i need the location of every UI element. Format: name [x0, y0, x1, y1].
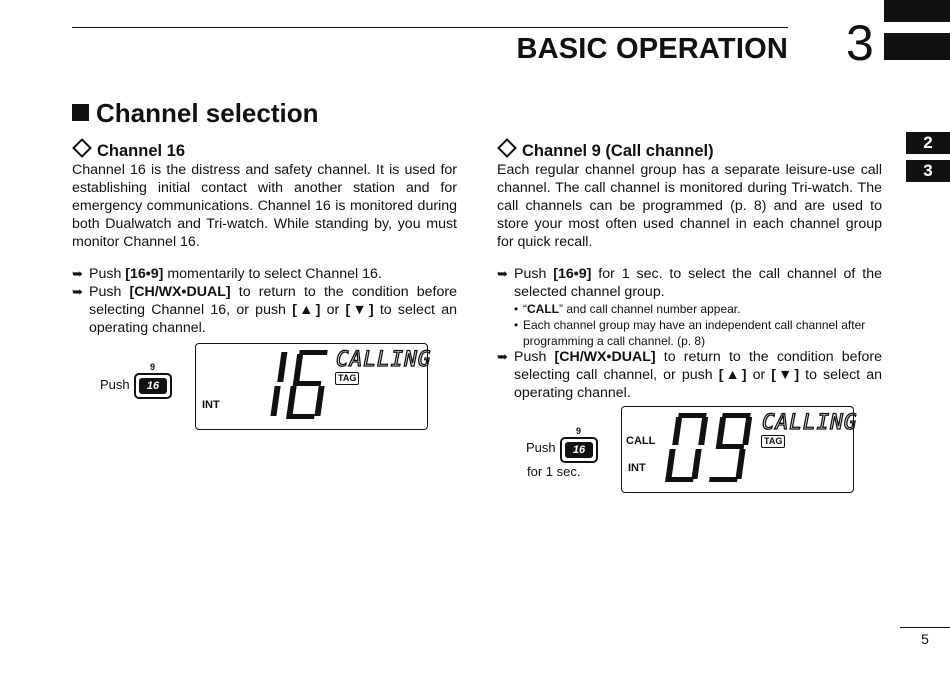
lcd-display-ch16 [195, 343, 432, 430]
channel-16-paragraph: Channel 16 is the distress and safety channel. It is used for establishing initial contact with another station and for emergency communications. Channel 16 is monitored during both Dualwatch and Tri-watch. While standing by, you must monitor Channel 16. [72, 162, 457, 250]
chapter-bar-top [884, 0, 950, 22]
lcd-int-indicator: INT [202, 399, 220, 411]
lcd-channel-digits [667, 411, 757, 486]
lcd-display-ch09 [621, 406, 858, 493]
diamond-icon [497, 138, 517, 158]
arrow-icon: ➥ [72, 266, 83, 281]
channel-9-step-2: ➥ Push [CH/WX•DUAL] to return to the condition before selecting call channel, or push [▲] or [▼] to select an operating channel. [497, 349, 883, 401]
channel-9-heading: Channel 9 (Call channel) [497, 141, 714, 161]
section-title: Channel selection [72, 98, 319, 129]
channel-9-note-1: • “CALL” and call channel number appear. [514, 302, 741, 316]
channel-9-paragraph: Each regular channel group has a separate leisure-use call channel. The call channel is monitored during Tri-watch. The call channels can be programmed (p. 8) and are used to store your most often used channel in each channel group for quick recall. [497, 162, 882, 250]
key-secondary-label: 9 [576, 426, 582, 436]
lcd-channel-digits [266, 348, 336, 423]
key-secondary-label: 9 [150, 362, 156, 372]
chapter-bar-bottom [884, 33, 950, 60]
diamond-icon [72, 138, 92, 158]
footer-rule [900, 627, 950, 628]
channel-16-heading: Channel 16 [72, 141, 185, 161]
lcd-int-indicator: INT [628, 462, 646, 474]
lcd-tag-indicator: TAG [761, 435, 785, 448]
header-rule [72, 27, 788, 28]
chapter-title: BASIC OPERATION [516, 33, 788, 65]
channel-16-key[interactable] [560, 437, 598, 463]
arrow-icon: ➥ [72, 284, 83, 299]
key-face: 16 [139, 378, 167, 394]
hold-duration-label: for 1 sec. [527, 464, 581, 479]
channel-9-note-2: • Each channel group may have an independent call channel after programming a call channel. (p. 8) [514, 318, 866, 348]
channel-16-step-1: ➥ Push [16•9] momentarily to select Channel 16. [72, 266, 382, 282]
page-number: 5 [921, 631, 929, 647]
key-face: 16 [565, 442, 593, 458]
lcd-call-indicator: CALL [626, 435, 656, 447]
lcd-tag-indicator: TAG [335, 372, 359, 385]
chapter-tab-3[interactable]: 3 [906, 160, 950, 182]
push-label: Push [100, 377, 130, 392]
channel-9-step-1: ➥ Push [16•9] for 1 sec. to select the call channel of the selected channel group. [497, 266, 883, 300]
square-bullet-icon [72, 104, 89, 121]
push-label: Push [526, 440, 556, 455]
svg-text:CALLING: CALLING [762, 410, 858, 434]
arrow-icon: ➥ [497, 266, 508, 281]
svg-text:CALLING: CALLING [336, 347, 432, 371]
lcd-calling-text-icon [762, 410, 858, 434]
chapter-number: 3 [846, 15, 874, 71]
chapter-tab-2[interactable]: 2 [906, 132, 950, 154]
channel-16-step-2: ➥ Push [CH/WX•DUAL] to return to the condition before selecting Channel 16, or push [▲] or [▼] to select an operating channel. [72, 284, 458, 336]
arrow-icon: ➥ [497, 349, 508, 364]
lcd-calling-text-icon [336, 347, 432, 371]
channel-16-key[interactable] [134, 373, 172, 399]
